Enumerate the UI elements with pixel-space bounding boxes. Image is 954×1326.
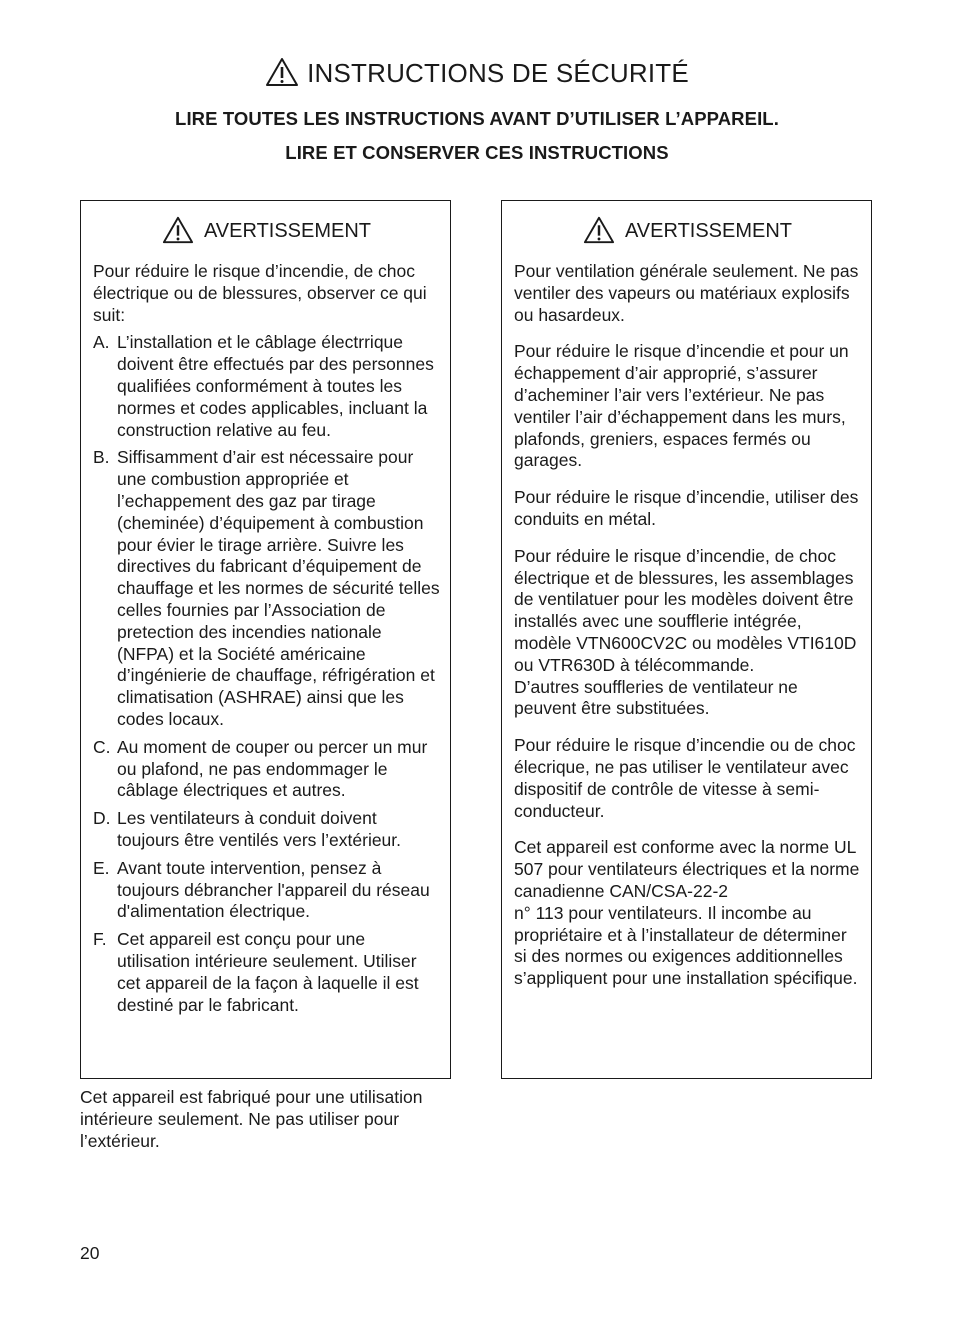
instruction-list xyxy=(93,332,440,1016)
warning-heading xyxy=(93,216,440,248)
list-item-letter: E. xyxy=(93,857,110,878)
warning-intro: Pour réduire le risque d’incendie, de choc électrique ou de blessures, observer ce qui suit: xyxy=(93,261,427,325)
list-item-text: Avant toute intervention, pensez à toujours débrancher l'appareil du réseau d'alimentation électrique. xyxy=(117,857,430,922)
warning-paragraph: n° 113 pour ventilateurs. Il incombe au propriétaire et à l’installateur de déterminer si des normes ou exigences additionnelles s’appliquent pour une installation spécifique. xyxy=(514,902,858,989)
warning-paragraph: Pour réduire le risque d’incendie, de choc électrique et de blessures, les assemblages de ventilatuer pour les modèles doivent être installés avec une soufflerie intégrée, modèle VTN600CV2C ou modèles VTI610D ou VTR630D à télécommande. xyxy=(514,545,857,675)
warning-heading xyxy=(514,216,861,248)
warning-paragraph: D’autres souffleries de ventilateur ne peuvent être substituées. xyxy=(514,676,798,719)
list-item-letter: A. xyxy=(93,332,110,353)
list-item-text: L’installation et le câblage électrrique doivent être effectués par des personnes qualifiées conformément à toutes les normes et codes applicables, incluant la construction relative au feu. xyxy=(117,332,434,440)
warning-paragraph: Pour ventilation générale seulement. Ne pas ventiler des vapeurs ou matériaux explosifs ou hasardeux. xyxy=(514,261,859,325)
list-item xyxy=(93,858,440,923)
list-item-letter: B. xyxy=(93,447,110,468)
list-item xyxy=(93,737,440,802)
list-item-text: Cet appareil est conçu pour une utilisation intérieure seulement. Utiliser cet appareil de la façon à laquelle il est destiné par le fabricant. xyxy=(117,929,419,1015)
list-item xyxy=(93,332,440,441)
page-number: 20 xyxy=(80,1243,100,1263)
warning-heading-label: AVERTISSEMENT xyxy=(203,220,372,243)
list-item xyxy=(93,808,440,852)
list-item-letter: D. xyxy=(93,808,111,829)
warning-triangle-icon xyxy=(583,215,615,245)
list-item-text: Les ventilateurs à conduit doivent toujours être ventilés vers l’extérieur. xyxy=(117,808,402,850)
page-header xyxy=(0,58,954,89)
subtitle-read-all: LIRE TOUTES LES INSTRUCTIONS AVANT D’UTILISER L’APPAREIL. xyxy=(175,108,779,129)
indoor-use-note: Cet appareil est fabriqué pour une utilisation intérieure seulement. Ne pas utiliser pour l’extérieur. xyxy=(80,1087,423,1151)
page-title: INSTRUCTIONS DE SÉCURITÉ xyxy=(307,58,689,88)
list-item-letter: F. xyxy=(93,929,107,950)
warning-box-right xyxy=(501,200,872,1079)
warning-paragraph: Pour réduire le risque d’incendie et pour un échappement d’air approprié, s’assurer d’acheminer l’air vers l’extérieur. Ne pas ventiler l’air d’échappement dans les murs, plafonds, greniers, espaces fermés ou garages. xyxy=(514,341,849,471)
list-item xyxy=(93,447,440,730)
warning-heading-label: AVERTISSEMENT xyxy=(624,220,793,243)
warning-paragraph: Pour réduire le risque d’incendie, utiliser des conduits en métal. xyxy=(514,487,859,529)
warning-triangle-icon xyxy=(162,215,194,245)
subtitle-keep-instructions: LIRE ET CONSERVER CES INSTRUCTIONS xyxy=(285,142,669,163)
warning-triangle-icon xyxy=(265,57,299,87)
list-item-text: Siffisamment d’air est nécessaire pour une combustion appropriée et l’echappement des gaz par tirage (cheminée) d’équipement à combustion pour évier le tirage arrière. Suivre les directives du fabricant d’équipement de chauffage et les normes de sécurité telles celles fournies par l’Association de pretection des incendies nationale (NFPA) et la Société américaine d’ingénierie de chauffage, réfrigération et climatisation (ASHRAE) ainsi que les codes locaux. xyxy=(117,447,440,729)
warning-paragraph: Cet appareil est conforme avec la norme UL 507 pour ventilateurs électriques et la norme canadienne CAN/CSA-22-2 xyxy=(514,837,860,901)
list-item xyxy=(93,929,440,1016)
warning-box-left xyxy=(80,200,451,1079)
list-item-text: Au moment de couper ou percer un mur ou plafond, ne pas endommager le câblage électriques et autres. xyxy=(117,736,428,801)
warning-paragraph: Pour réduire le risque d’incendie ou de choc élecrique, ne pas utiliser le ventilateur avec dispositif de contrôle de vitesse à semi-conducteur. xyxy=(514,735,856,821)
list-item-letter: C. xyxy=(93,736,111,757)
